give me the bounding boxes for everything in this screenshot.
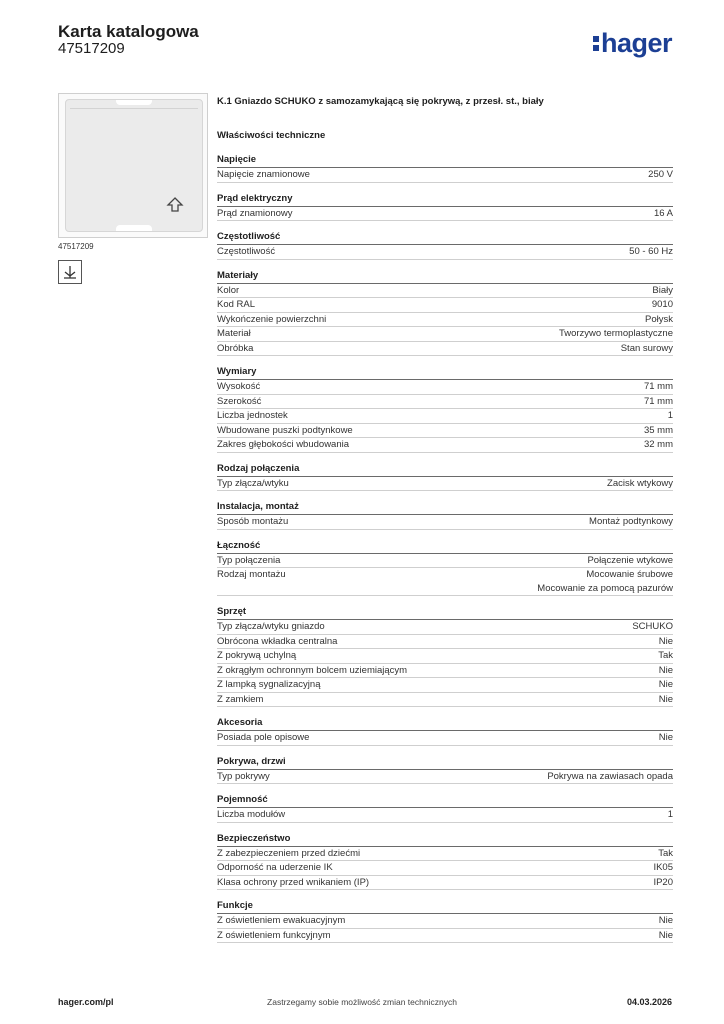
spec-row [217, 395, 673, 410]
spec-value [645, 313, 673, 327]
spec-label: Z zamkiem [217, 693, 264, 705]
spec-label: Wbudowane puszki podtynkowe [217, 424, 353, 436]
spec-value-line: Montaż podtynkowy [589, 516, 673, 527]
spec-value-line: 71 mm [643, 395, 673, 407]
tech-properties-title: Właściwości techniczne [217, 130, 326, 141]
spec-row [217, 298, 673, 313]
spec-row [217, 861, 673, 876]
spec-value [653, 861, 673, 875]
spec-row [217, 284, 673, 299]
spec-value-line: 1 [667, 809, 673, 820]
spec-label: Wysokość [217, 381, 261, 392]
section-heading: Pokrywa, drzwi [217, 755, 673, 770]
spec-value [652, 298, 673, 312]
spec-value [607, 477, 673, 491]
spec-label: Typ połączenia [217, 554, 281, 566]
spec-value-line: 71 mm [643, 381, 673, 392]
spec-value-line: Połysk [645, 313, 673, 325]
spec-label: Wykończenie powierzchni [217, 313, 327, 325]
spec-value [547, 770, 673, 784]
spec-value-line: Biały [652, 284, 673, 296]
spec-row [217, 635, 673, 650]
spec-label: Typ złącza/wtyku [217, 477, 289, 489]
product-name: K.1 Gniazdo SCHUKO z samozamykającą się pokrywą, z przesł. st., biały [217, 96, 544, 107]
spec-value-line: Tak [658, 847, 673, 859]
spec-label: Szerokość [217, 395, 262, 407]
document-title: Karta katalogowa [58, 22, 199, 41]
spec-value-line: Pokrywa na zawiasach opada [547, 770, 673, 782]
spec-row [217, 342, 673, 357]
spec-label: Zakres głębokości wbudowania [217, 439, 350, 450]
spec-value-line: 32 mm [643, 439, 673, 450]
spec-row [217, 693, 673, 708]
arrow-up-icon [166, 196, 184, 214]
spec-value-line: Nie [658, 635, 673, 647]
spec-value [668, 808, 673, 822]
spec-row [217, 424, 673, 439]
section-heading: Funkcje [217, 899, 673, 914]
spec-value [652, 284, 673, 298]
flush-mount-symbol-icon [58, 260, 82, 284]
spec-label: Klasa ochrony przed wnikaniem (IP) [217, 876, 370, 888]
image-caption: 47517209 [58, 242, 94, 251]
spec-row [217, 477, 673, 492]
spec-value-line: Nie [658, 915, 673, 926]
section-heading: Instalacja, montaż [217, 500, 673, 515]
spec-label: Obrócona wkładka centralna [217, 635, 338, 647]
footer-disclaimer: Zastrzegamy sobie możliwość zmian technicznych [267, 997, 457, 1007]
spec-value [621, 342, 673, 356]
spec-value-line: Nie [658, 693, 673, 705]
socket-plate [65, 99, 203, 232]
footer-date: 04.03.2026 [626, 997, 672, 1007]
spec-label: Z lampką sygnalizacyjną [217, 679, 321, 690]
spec-value [659, 929, 673, 943]
spec-value-line: 9010 [651, 299, 673, 310]
spec-label: Liczba jednostek [217, 410, 288, 421]
spec-value [648, 168, 673, 182]
spec-value [559, 327, 673, 341]
spec-label: Typ pokrywy [217, 770, 270, 782]
spec-value [537, 568, 673, 595]
spec-row [217, 207, 673, 222]
spec-label: Liczba modułów [217, 809, 286, 820]
spec-label: Z okrągłym ochronnym bolcem uziemiającym [217, 664, 408, 676]
spec-label: Sposób montażu [217, 516, 289, 527]
section-heading: Akcesoria [217, 716, 673, 731]
spec-value [659, 914, 673, 928]
spec-label: Z zabezpieczeniem przed dziećmi [217, 847, 361, 859]
spec-row [217, 168, 673, 183]
spec-value-line: Mocowanie śrubowe [586, 569, 673, 580]
section-heading: Pojemność [217, 793, 673, 808]
spec-label: Prąd znamionowy [217, 207, 293, 219]
section-heading: Prąd elektryczny [217, 192, 673, 207]
spec-value-line: Nie [658, 664, 673, 676]
spec-value [659, 635, 673, 649]
spec-value-line: 1 [667, 410, 673, 421]
spec-row [217, 678, 673, 693]
section-heading: Materiały [217, 269, 673, 284]
spec-row [217, 245, 673, 260]
spec-label: Materiał [217, 328, 251, 339]
spec-value-line: Tak [658, 650, 673, 661]
spec-value [654, 207, 673, 221]
spec-row [217, 929, 673, 944]
spec-label: Napięcie znamionowe [217, 169, 310, 180]
spec-value-line: IP20 [653, 876, 673, 888]
spec-value-line: 35 mm [643, 424, 673, 436]
section-heading: Rodzaj połączenia [217, 462, 673, 477]
spec-row [217, 664, 673, 679]
spec-value [658, 649, 673, 663]
spec-sections [217, 153, 673, 943]
spec-content [217, 96, 673, 943]
spec-value-line: Nie [658, 929, 673, 941]
spec-value-line: 50 - 60 Hz [629, 246, 673, 257]
logo-text: hager [600, 28, 672, 58]
spec-row [217, 770, 673, 785]
spec-value [644, 438, 673, 452]
spec-value [589, 515, 673, 529]
spec-row [217, 876, 673, 891]
spec-label: Z oświetleniem funkcyjnym [217, 929, 331, 941]
spec-value [659, 664, 673, 678]
spec-value [587, 554, 673, 568]
spec-row [217, 808, 673, 823]
spec-value-line: Tworzywo termoplastyczne [558, 328, 673, 339]
spec-label: Częstotliwość [217, 246, 276, 257]
spec-value [659, 731, 673, 745]
spec-label: Odporność na uderzenie IK [217, 862, 333, 873]
spec-row [217, 554, 673, 569]
spec-row [217, 620, 673, 635]
hager-logo [593, 28, 672, 59]
section-heading: Bezpieczeństwo [217, 832, 673, 847]
spec-label: Z pokrywą uchylną [217, 650, 297, 661]
spec-value [668, 409, 673, 423]
spec-label: Typ złącza/wtyku gniazdo [217, 621, 325, 632]
spec-row [217, 731, 673, 746]
spec-value [644, 424, 673, 438]
spec-label: Kolor [217, 284, 240, 296]
spec-row [217, 568, 673, 596]
spec-value-line: 250 V [648, 169, 673, 180]
section-heading: Łączność [217, 539, 673, 554]
spec-row [217, 380, 673, 395]
spec-value [659, 693, 673, 707]
spec-row [217, 313, 673, 328]
spec-value-line: IK05 [653, 862, 673, 873]
spec-value-line: Nie [658, 732, 673, 743]
spec-row [217, 438, 673, 453]
spec-label: Obróbka [217, 342, 254, 354]
spec-row [217, 914, 673, 929]
spec-value-line: Nie [658, 679, 673, 690]
footer-website: hager.com/pl [58, 997, 114, 1007]
section-heading: Sprzęt [217, 605, 673, 620]
spec-value [632, 620, 673, 634]
spec-label: Posiada pole opisowe [217, 732, 310, 743]
product-image [58, 93, 208, 238]
spec-row [217, 327, 673, 342]
spec-row [217, 515, 673, 530]
spec-value-line: Połączenie wtykowe [587, 554, 673, 566]
spec-row [217, 847, 673, 862]
spec-value-line: Zacisk wtykowy [607, 477, 673, 489]
spec-label: Z oświetleniem ewakuacyjnym [217, 915, 346, 926]
spec-value-line: SCHUKO [632, 621, 673, 632]
spec-value [659, 678, 673, 692]
logo-dots-icon [593, 28, 599, 48]
spec-row [217, 649, 673, 664]
spec-value [658, 847, 673, 861]
spec-value [629, 245, 673, 259]
spec-value [644, 380, 673, 394]
section-heading: Napięcie [217, 153, 673, 168]
spec-value-line: Mocowanie za pomocą pazurów [537, 582, 673, 594]
spec-label: Rodzaj montażu [217, 569, 286, 580]
section-heading: Wymiary [217, 365, 673, 380]
section-heading: Częstotliwość [217, 230, 673, 245]
spec-row [217, 409, 673, 424]
spec-value [644, 395, 673, 409]
spec-value-line: Stan surowy [620, 342, 673, 354]
spec-value [653, 876, 673, 890]
product-number: 47517209 [58, 40, 125, 57]
spec-value-line: 16 A [653, 207, 673, 219]
spec-label: Kod RAL [217, 299, 256, 310]
